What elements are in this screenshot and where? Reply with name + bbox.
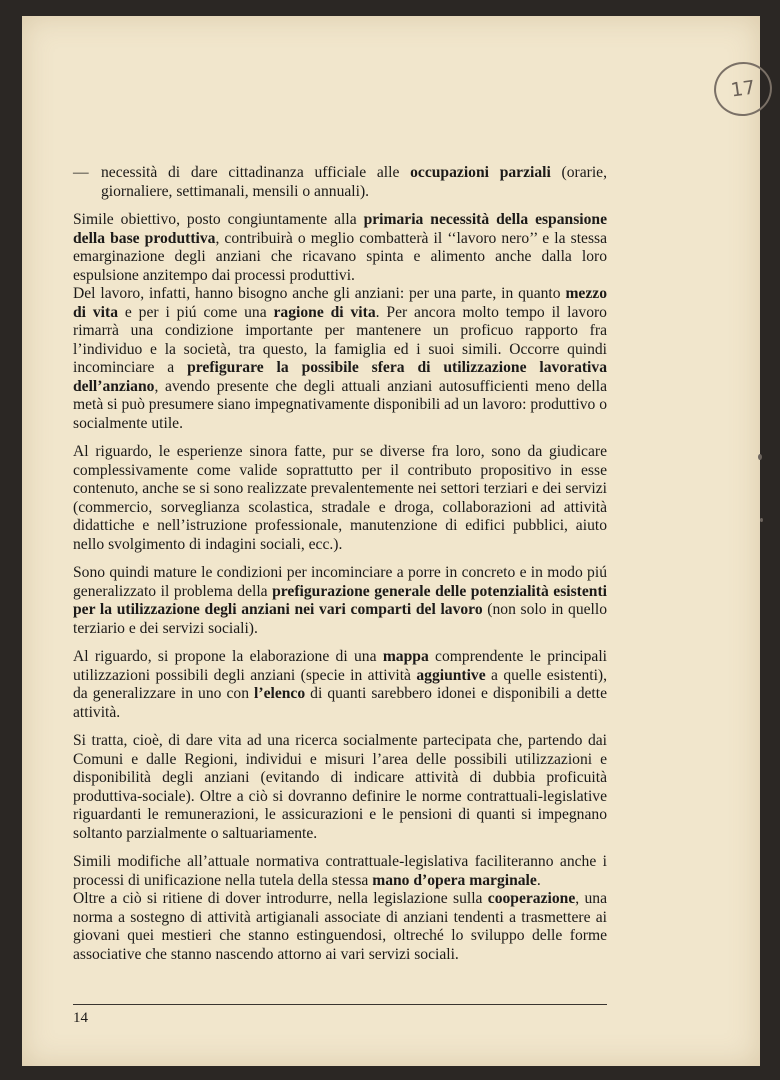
handwritten-page-mark	[711, 58, 776, 120]
text-run: Simile obiettivo, posto congiuntamente alla	[73, 211, 364, 228]
bold-run: aggiuntive	[416, 666, 486, 684]
paragraph	[73, 890, 607, 964]
text-run: Simili modifiche all’attuale normativa contrattuale-legislativa faciliteranno anche i processi di unificazione nella tutela della stessa	[73, 853, 607, 889]
text-run: Oltre a ciò si ritiene di dover introdurre, nella legislazione sulla	[73, 890, 488, 907]
bold-run: primaria necessità della espansione della base produttiva	[73, 211, 607, 247]
text-run: necessità di dare cittadinanza ufficiale alle	[101, 164, 411, 181]
bold-run: prefigurare la possibile sfera di utilizzazione lavorativa dell’anziano	[73, 359, 607, 395]
bold-run: cooperazione	[487, 890, 576, 907]
footer-rule	[73, 1004, 607, 1005]
text-run: e per i piú come una	[118, 303, 274, 321]
text-run: a quelle esistenti), da generalizzare in uno con	[73, 666, 607, 702]
bold-run: mappa	[382, 648, 429, 665]
bold-run: occupazioni parziali	[410, 164, 551, 181]
text-run: di quanti sarebbero idonei e disponibili a dette attività.	[73, 685, 607, 721]
text-run: Sono quindi mature le condizioni per incominciare a porre in concreto e in modo piú generalizzato il problema della	[73, 564, 607, 600]
paragraph	[73, 853, 607, 890]
text-run: Del lavoro, infatti, hanno bisogno anche gli anziani: per una parte, in quanto	[73, 285, 566, 302]
paragraph	[73, 648, 607, 722]
text-run: , contribuirà o meglio combatterà il ‘‘lavoro nero’’ e la stessa emarginazione degli anziani che ricavano spinta e alimento anche dalla loro espulsione anzitempo dai processi produttivi.	[73, 229, 608, 284]
body-text	[73, 164, 607, 974]
text-run: Si tratta, cioè, di dare vita ad una ricerca socialmente partecipata che, partendo dai Comuni e dalle Regioni, individui e misuri l’area delle possibili utilizzazioni e disponibilità degli anziani (evitando di indicare attività di dubbia proficuità produttiva-sociale). Oltre a ciò si dovranno definire le norme contrattuali-legislative riguardanti le remunerazioni, le assicurazioni e le pensioni di quanti si impegnano soltanto parzialmente o saltuariamente.	[73, 732, 607, 842]
text-run: . Per ancora molto tempo il lavoro rimarrà una condizione importante per mantenere un proficuo rapporto fra l’individuo e la società, tra questo, la famiglia ed i suoi simili. Occorre quindi incominciare a	[73, 303, 607, 376]
text-run: Al riguardo, le esperienze sinora fatte, pur se diverse fra loro, sono da giudicare complessivamente come valide soprattutto per il contributo propositivo in esse contenuto, anche se si sono realizzate prevalentemente nei settori terziari e dei servizi (commercio, sorveglianza scolastica, stradale e droga, collaborazioni ad attività didattiche e nell’istruzione professionale, manutenzione di edifici pubblici, aiuto nello svolgimento di indagini sociali, ecc.).	[73, 443, 607, 553]
paragraph	[73, 732, 607, 843]
page-speck	[758, 454, 762, 460]
handwritten-page-mark-text: 17	[729, 76, 757, 102]
text-run: , avendo presente che degli attuali anziani autosufficienti meno della metà si può presumere siano impegnativamente disponibili ad un lavoro: produttivo o socialmente utile.	[73, 377, 607, 432]
bold-run: mezzo di vita	[73, 285, 607, 321]
bold-run: prefigurazione generale delle potenzialità esistenti per la utilizzazione degli anziani nei vari comparti del lavoro	[73, 582, 607, 618]
paragraph	[73, 564, 607, 638]
paragraph	[73, 211, 607, 285]
bold-run: mano d’opera marginale	[372, 871, 537, 889]
text-run: Al riguardo, si propone la elaborazione di una	[73, 648, 383, 665]
bold-run: l’elenco	[254, 685, 306, 702]
paragraph	[73, 443, 607, 554]
page-speck	[760, 518, 763, 522]
paragraph	[73, 285, 607, 433]
text-run: (orarie, giornaliere, settimanali, mensili o annuali).	[101, 164, 607, 200]
list-item	[73, 164, 607, 201]
list-dash: —	[73, 164, 89, 181]
page-number: 14	[73, 1010, 88, 1026]
text-run: , una norma a sostegno di attività artigianali associate di anziani tendenti a trasmettere ai giovani quei mestieri che stanno estinguendosi, oltreché lo sviluppo delle forme associative che stanno nascendo attorno ai vari servizi sociali.	[73, 890, 607, 963]
text-run: (non solo in quello terziario e dei servizi sociali).	[73, 601, 607, 637]
text-run: comprendente le principali utilizzazioni possibili degli anziani (specie in attività	[73, 648, 607, 684]
bold-run: ragione di vita	[273, 303, 376, 321]
text-run: .	[536, 871, 541, 889]
